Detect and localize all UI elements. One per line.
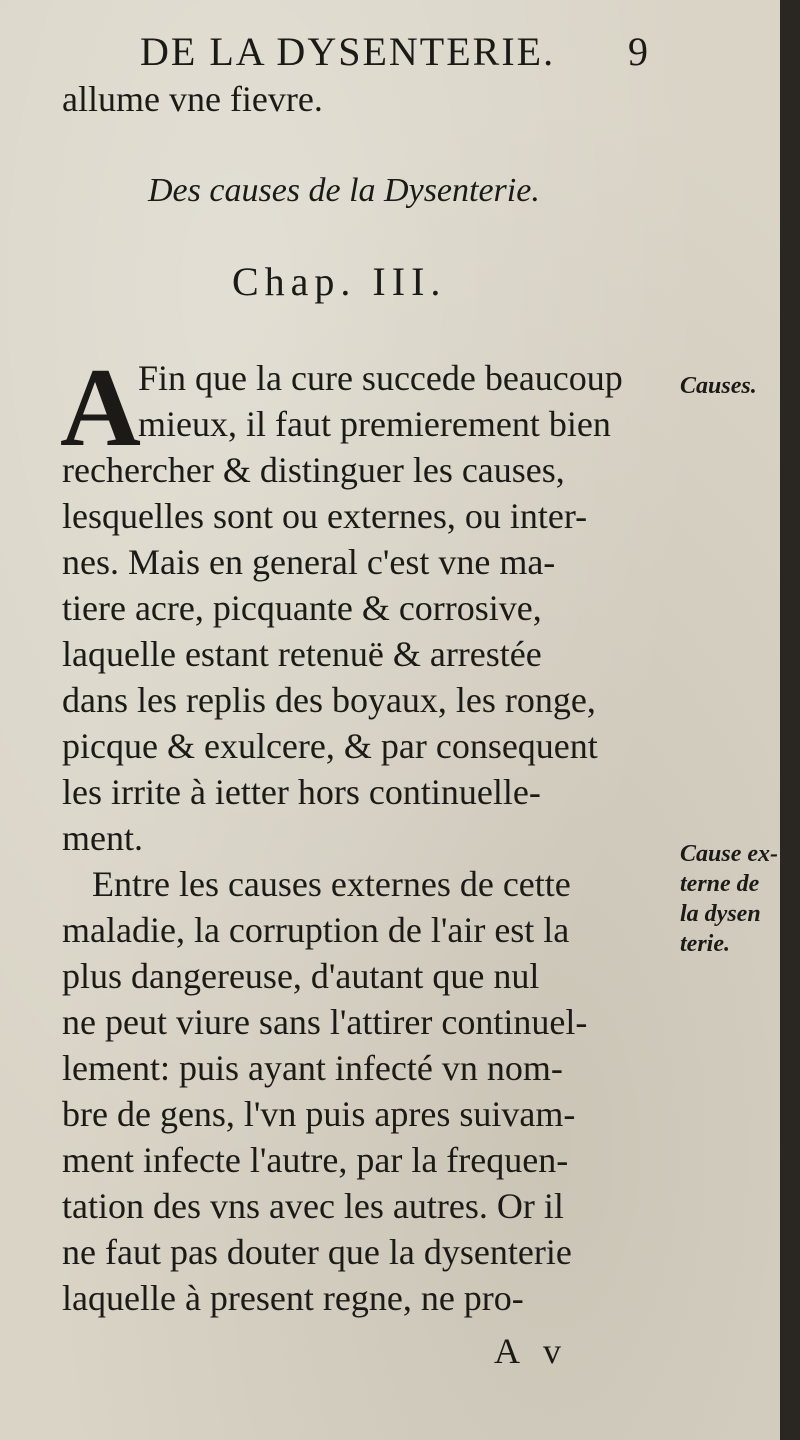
paragraph-line: Fin que la cure succede beaucoup xyxy=(138,358,623,398)
paragraph-line: ne faut pas douter que la dysenterie xyxy=(62,1232,572,1272)
margin-note-line: Cause ex- xyxy=(680,841,778,867)
paragraph-line: bre de gens, l'vn puis apres suivam- xyxy=(62,1094,576,1134)
paragraph-line: les irrite à ietter hors continuelle- xyxy=(62,772,541,812)
paragraph-line: ment. xyxy=(62,818,143,858)
paragraph-line: plus dangereuse, d'autant que nul xyxy=(62,956,540,996)
paragraph-line: dans les replis des boyaux, les ronge, xyxy=(62,680,596,720)
paragraph-line: Entre les causes externes de cette xyxy=(92,864,571,904)
margin-note-line: terie. xyxy=(680,931,730,957)
margin-note-causes: Causes. xyxy=(680,373,757,399)
page-edge-shadow xyxy=(780,0,790,1440)
paragraph-line: nes. Mais en general c'est vne ma- xyxy=(62,542,556,582)
paragraph-line: ment infecte l'autre, par la frequen- xyxy=(62,1140,569,1180)
paragraph-line: picque & exulcere, & par consequent xyxy=(62,726,598,766)
paragraph-line: laquelle à present regne, ne pro- xyxy=(62,1278,524,1318)
paragraph-line: lesquelles sont ou externes, ou inter- xyxy=(62,496,588,536)
section-title: Des causes de la Dysenterie. xyxy=(148,172,540,209)
paragraph-line: mieux, il faut premierement bien xyxy=(138,404,611,444)
drop-cap: A xyxy=(60,346,141,470)
margin-note-line: la dysen xyxy=(680,901,761,927)
signature-mark: A v xyxy=(494,1331,570,1371)
paragraph-line: laquelle estant retenuë & arrestée xyxy=(62,634,542,674)
margin-note-line: terne de xyxy=(680,871,760,897)
paragraph-line: tiere acre, picquante & corrosive, xyxy=(62,588,542,628)
carry-over-line: allume vne fievre. xyxy=(62,79,323,119)
paragraph-line: lement: puis ayant infecté vn nom- xyxy=(62,1048,563,1088)
running-head: DE LA DYSENTERIE. xyxy=(140,29,556,74)
paragraph-line: maladie, la corruption de l'air est la xyxy=(62,910,570,950)
chapter-heading: Chap. III. xyxy=(232,259,447,304)
paragraph-line: rechercher & distinguer les causes, xyxy=(62,450,565,490)
page-number: 9 xyxy=(628,29,648,74)
paragraph-line: tation des vns avec les autres. Or il xyxy=(62,1186,564,1226)
paragraph-line: ne peut viure sans l'attirer continuel- xyxy=(62,1002,588,1042)
